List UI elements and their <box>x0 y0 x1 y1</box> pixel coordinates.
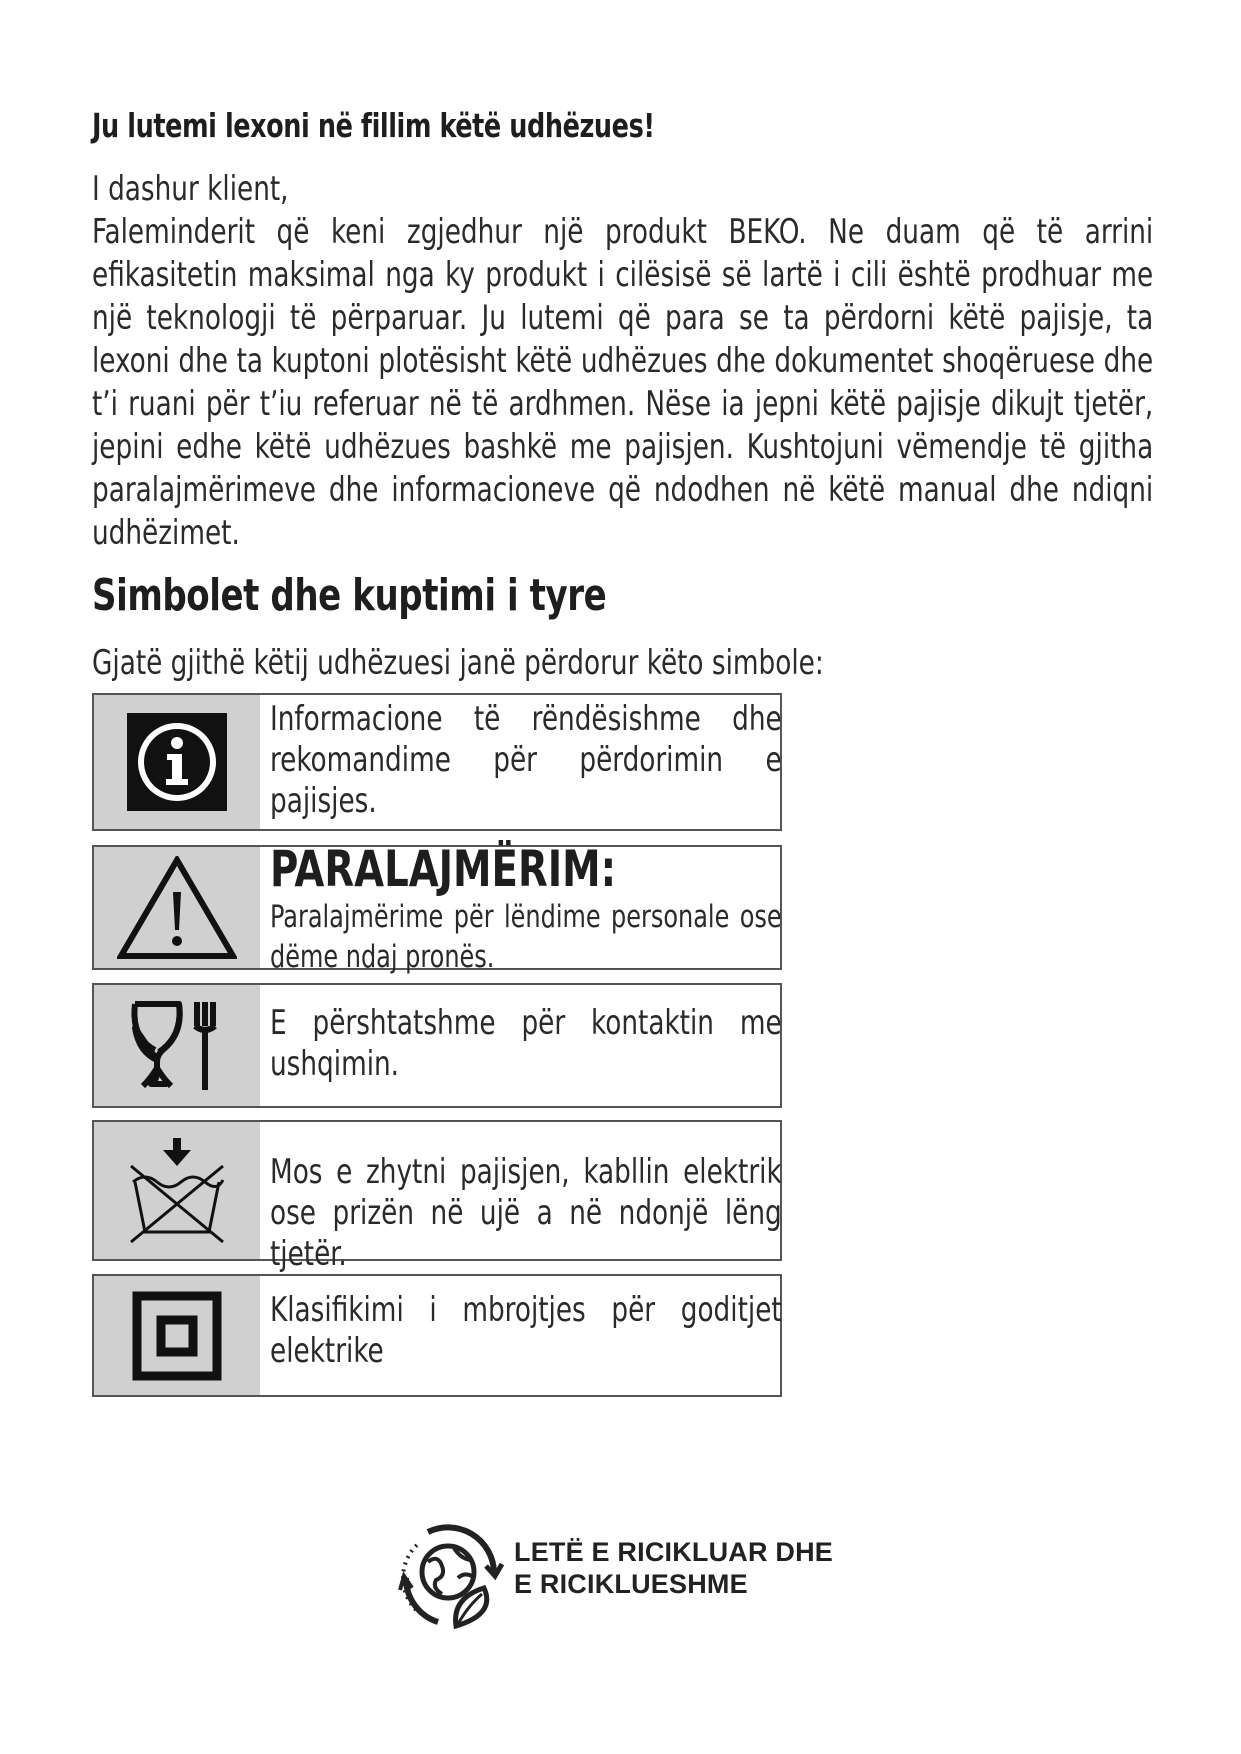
symbol-text: E përshtatshme për kontaktin me ushqimin. <box>270 1003 782 1084</box>
page-heading: Ju lutemi lexoni në fillim këtë udhëzues! <box>92 106 655 145</box>
symbol-warning-content <box>270 840 782 977</box>
symbol-text: Mos e zhytni pajisjen, kabllin elektrik ose prizën në ujë a në ndonjë lëng tjetër. <box>270 1152 782 1274</box>
symbols-intro: Gjatë gjithë këtij udhëzuesi janë përdorur këto simbole: <box>92 643 824 683</box>
symbol-row-info <box>92 693 782 831</box>
info-icon <box>94 695 260 829</box>
symbols-heading: Simbolet dhe kuptimi i tyre <box>92 570 607 621</box>
recycle-caption <box>514 1536 833 1600</box>
intro-paragraph: Faleminderit që keni zgjedhur një produkt BEKO. Ne duam që të arrini efikasitetin maksimal nga ky produkt i cilësisë së lartë i cili është prodhuar me një teknologji të përparuar. Ju lutemi që para se ta përdorni këtë pajisje, ta lexoni dhe ta kuptoni plotësisht këtë udhëzues dhe dokumentet shoqëruese dhe t’i ruani për t’iu referuar në të ardhmen. Nëse ia jepni këtë pajisje dikujt tjetër, jepini edhe këtë udhëzues bashkë me pajisjen. Kushtojuni vëmendje të gjitha paralajmërimeve dhe informacioneve që ndodhen në këtë manual dhe ndiqni udhëzimet. <box>92 212 1154 553</box>
warning-title: PARALAJMËRIM: <box>270 840 617 898</box>
recycled-paper-icon <box>398 1518 508 1634</box>
warning-triangle-icon <box>94 847 260 968</box>
recycle-line-2: E RICIKLUESHME <box>514 1569 748 1599</box>
symbol-text: Klasifikimi i mbrojtjes për goditjet elektrike <box>270 1290 782 1371</box>
symbol-text: Paralajmërime për lëndime personale ose dëme ndaj pronës. <box>270 899 782 975</box>
food-contact-icon <box>94 985 260 1106</box>
symbol-row-food-contact <box>92 983 782 1108</box>
symbol-row-do-not-immerse <box>92 1120 782 1274</box>
symbol-row-warning <box>92 840 782 975</box>
do-not-immerse-icon <box>94 1122 260 1259</box>
symbol-text: Informacione të rëndësishme dhe rekomandime për përdorimin e pajisjes. <box>270 699 782 821</box>
double-insulation-icon <box>94 1276 260 1395</box>
greeting: I dashur klient, <box>92 169 289 209</box>
symbol-row-double-insulation <box>92 1274 782 1397</box>
recycled-paper-badge <box>398 1518 838 1638</box>
recycle-line-1: LETË E RICIKLUAR DHE <box>514 1537 834 1567</box>
